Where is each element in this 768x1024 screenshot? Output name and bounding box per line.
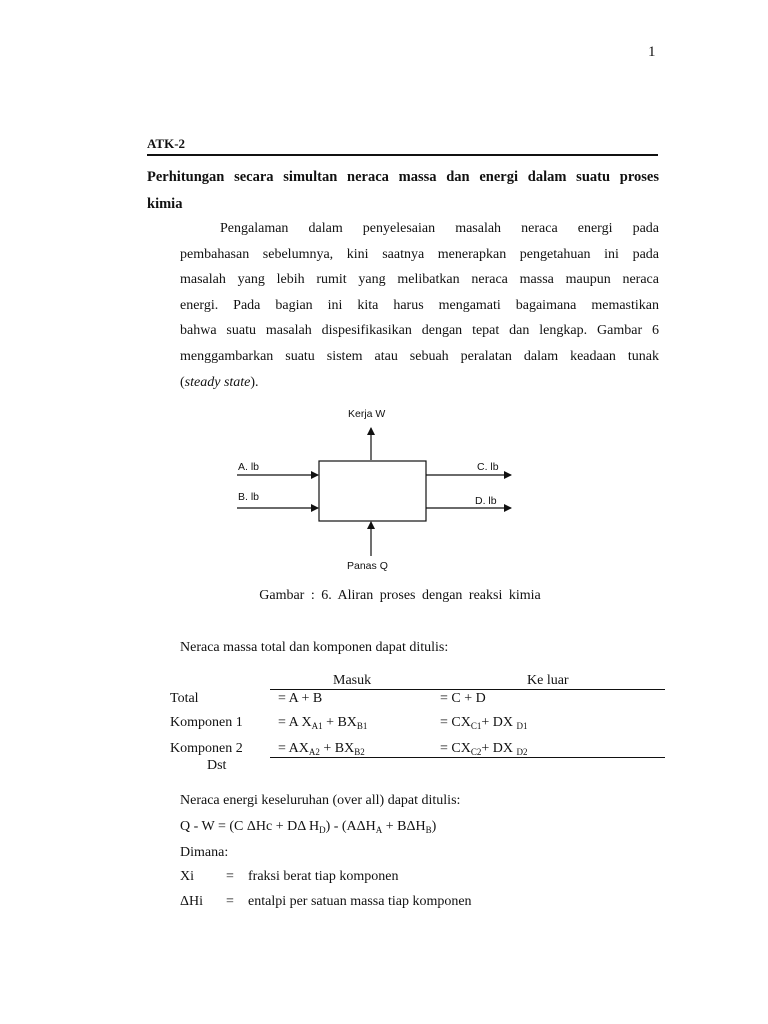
process-diagram <box>230 400 530 580</box>
term: = AX <box>278 741 309 756</box>
subscript: A2 <box>308 747 320 757</box>
etc-label: Dst <box>207 758 227 773</box>
term: + DX <box>481 715 517 730</box>
output-d-label: D. lb <box>475 495 497 507</box>
steady-state-term: steady state <box>184 374 251 390</box>
subscript: C1 <box>470 721 482 731</box>
paragraph-line <box>180 370 659 396</box>
term: + BX <box>319 741 355 756</box>
definition-symbol: Xi <box>180 869 194 884</box>
definition-equals: = <box>226 894 234 909</box>
table-top-rule <box>270 689 665 690</box>
section-divider <box>147 154 658 156</box>
subscript: D2 <box>516 747 528 757</box>
paragraph-line: pembahasan sebelumnya, kini saatnya menerapkan pengetahuan ini pada <box>180 246 659 262</box>
intro-paragraph <box>180 216 659 395</box>
term: Q - W = (C ΔHc + DΔ H <box>180 819 320 834</box>
subscript: B1 <box>356 721 368 731</box>
paren-open: ( <box>180 374 185 390</box>
paragraph-line: Pengalaman dalam penyelesaian masalah neraca energi pada <box>220 221 659 236</box>
total-in: = A + B <box>278 691 323 706</box>
definition-equals: = <box>226 869 234 884</box>
page-number: 1 <box>648 44 656 60</box>
definition-text: entalpi per satuan massa tiap komponen <box>248 894 472 909</box>
title-line-2: kimia <box>147 196 183 212</box>
column-header-in: Masuk <box>333 673 372 688</box>
subscript: B2 <box>354 747 365 757</box>
process-unit-box <box>319 461 426 521</box>
term: ) - (AΔH <box>325 819 376 834</box>
work-label: Kerja W <box>348 408 386 420</box>
section-code: ATK-2 <box>147 136 186 151</box>
energy-balance-intro: Neraca energi keseluruhan (over all) dapat ditulis: <box>180 793 461 808</box>
term: + BX <box>322 715 357 730</box>
definition-symbol: ΔHi <box>180 894 204 909</box>
definition-text: fraksi berat tiap komponen <box>248 869 399 884</box>
where-label: Dimana: <box>180 845 229 860</box>
row-label-komponen-2: Komponen 2 <box>170 741 243 756</box>
row-label-komponen-1: Komponen 1 <box>170 715 243 730</box>
energy-balance-equation <box>180 819 436 835</box>
komponen-1-out <box>440 715 527 731</box>
total-out: = C + D <box>440 691 486 706</box>
title-line-1: Perhitungan secara simultan neraca massa dan energi dalam suatu proses <box>147 169 659 185</box>
row-label-total: Total <box>170 691 199 706</box>
section-title <box>147 164 659 218</box>
komponen-2-in <box>278 741 365 757</box>
input-b-label: B. lb <box>238 491 260 503</box>
subscript: D <box>319 825 326 835</box>
mass-balance-intro: Neraca massa total dan komponen dapat ditulis: <box>180 640 449 655</box>
column-header-out: Ke luar <box>527 673 569 688</box>
paren-close: ). <box>250 374 259 390</box>
heat-label: Panas Q <box>347 560 388 572</box>
subscript: A <box>375 825 383 835</box>
paragraph-line: bahwa suatu masalah dispesifikasikan dengan tepat dan lengkap. Gambar 6 <box>180 323 659 339</box>
komponen-2-out <box>440 741 527 757</box>
term: = CX <box>440 715 471 730</box>
paragraph-line: energi. Pada bagian ini kita harus mengamati bagaimana memastikan <box>180 297 659 313</box>
term: ) <box>431 819 437 834</box>
subscript: C2 <box>470 747 482 757</box>
term: = A X <box>278 715 312 730</box>
term: + BΔH <box>382 819 426 834</box>
term: + DX <box>481 741 517 756</box>
subscript: A1 <box>311 721 323 731</box>
figure-caption: Gambar : 6. Aliran proses dengan reaksi kimia <box>259 588 541 603</box>
paragraph-line: menggambarkan suatu sistem atau sebuah peralatan dalam keadaan tunak <box>180 348 659 364</box>
paragraph-line: masalah yang lebih rumit yang melibatkan neraca massa maupun neraca <box>180 272 659 288</box>
komponen-1-in <box>278 715 367 731</box>
subscript: D1 <box>516 721 528 731</box>
term: = CX <box>440 741 471 756</box>
subscript: B <box>425 825 432 835</box>
table-bottom-rule <box>270 757 665 758</box>
output-c-label: C. lb <box>477 461 499 473</box>
input-a-label: A. lb <box>238 461 260 473</box>
